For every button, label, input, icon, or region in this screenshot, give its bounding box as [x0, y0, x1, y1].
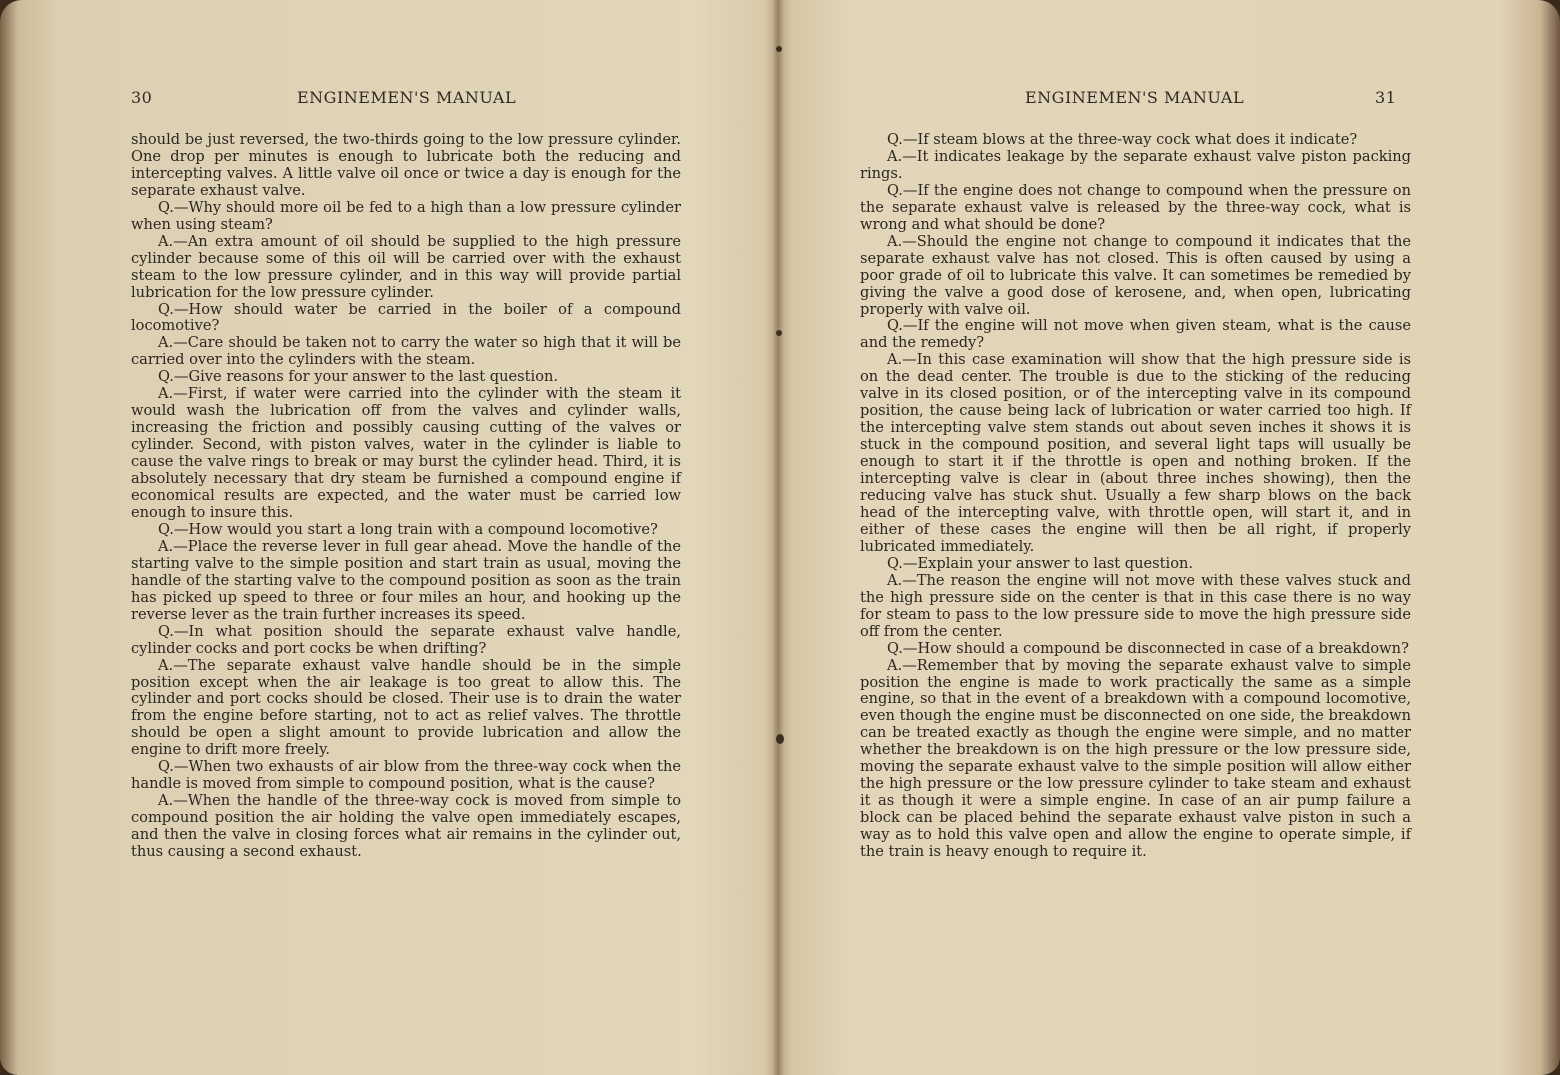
binding-stitch	[776, 330, 782, 336]
paragraph: A.—It indicates leakage by the separate exhaust valve piston packing rings.	[860, 147, 1411, 182]
paragraph: Q.—In what position should the separate exhaust valve handle, cylinder cocks and port cocks be when drifting?	[131, 622, 681, 657]
paragraph: A.—Place the reverse lever in full gear ahead. Move the handle of the starting valve to the simple position and start train as usual, moving the handle of the starting valve to the compound position as soon as the train has picked up speed to three or four miles an hour, and hooking up the reverse lever as the train further increases its speed.	[131, 537, 681, 623]
paragraph: A.—The reason the engine will not move with these valves stuck and the high pressure side on the center is that in this case there is no way for steam to pass to the low pressure side to move the high pressure side off from the center.	[860, 571, 1411, 640]
right-page	[785, 0, 1560, 1075]
paragraph: A.—In this case examination will show that the high pressure side is on the dead center. The trouble is due to the sticking of the reducing valve in its closed position, or of the intercepting valve in its compound position, the cause being lack of lubrication or water carried too high. If the intercepting valve stem stands out about seven inches it shows it is stuck in the compound position, and several light taps will usually be enough to start it if the throttle is open and nothing broken. If the intercepting valve is clear in (about three inches showing), then the reducing valve has stuck shut. Usually a few sharp blows on the back head of the intercepting valve, with throttle open, will start it, and in either of these cases the engine will then be all right, if properly lubricated immediately.	[860, 351, 1411, 555]
left-page	[0, 0, 775, 1075]
paragraph: A.—When the handle of the three-way cock is moved from simple to compound position the air holding the valve open immediately escapes, and then the valve in closing forces what air remains in the cylinder out, thus causing a second exhaust.	[131, 792, 681, 861]
paragraph: A.—An extra amount of oil should be supplied to the high pressure cylinder because some of this oil will be carried over with the exhaust steam to the low pressure cylinder, and in this way will provide partial lubrication for the low pressure cylinder.	[131, 232, 681, 301]
paragraph: A.—First, if water were carried into the cylinder with the steam it would wash the lubrication off from the valves and cylinder walls, increasing the friction and possibly causing cutting of the valves or cylinder. Second, with piston valves, water in the cylinder is liable to cause the valve rings to break or may burst the cylinder head. Third, it is absolutely necessary that dry steam be furnished a compound engine if economical results are expected, and the water must be carried low enough to insure this.	[131, 385, 681, 521]
page-body	[860, 132, 1411, 861]
paragraph: Q.—If the engine will not move when given steam, what is the cause and the remedy?	[860, 317, 1411, 352]
paragraph: Q.—If the engine does not change to compound when the pressure on the separate exhaust valve is released by the three-way cock, what is wrong and what should be done?	[860, 181, 1411, 233]
page-number: 31	[1375, 88, 1397, 107]
binding-stitch	[776, 734, 784, 744]
paragraph: Q.—If steam blows at the three-way cock what does it indicate?	[887, 131, 1358, 148]
paragraph: Q.—Why should more oil be fed to a high than a low pressure cylinder when using steam?	[131, 198, 681, 233]
page-number: 30	[131, 88, 153, 107]
paragraph: A.—Should the engine not change to compound it indicates that the separate exhaust valve has not closed. This is often caused by using a poor grade of oil to lubricate this valve. It can sometimes be remedied by giving the valve a good dose of kerosene, and, when open, lubricating properly with valve oil.	[860, 232, 1411, 318]
paragraph: Q.—Give reasons for your answer to the last question.	[158, 368, 559, 386]
paragraph: A.—The separate exhaust valve handle should be in the simple position except when the air leakage is too great to allow this. The cylinder and port cocks should be closed. Their use is to drain the water from the engine before starting, not to act as relief valves. The throttle should be open a slight amount to provide lubrication and allow the engine to drift more freely.	[131, 656, 681, 759]
paragraph: Q.—How should a compound be disconnected in case of a breakdown?	[887, 639, 1409, 657]
paragraph: Q.—When two exhausts of air blow from the three-way cock when the handle is moved from simple to compound position, what is the cause?	[131, 758, 681, 793]
paragraph: Q.—Explain your answer to last question.	[887, 554, 1194, 572]
paragraph: should be just reversed, the two-thirds going to the low pressure cylinder. One drop per minutes is enough to lubricate both the reducing and intercepting valves. A little valve oil once or twice a day is enough for the separate exhaust valve.	[131, 131, 681, 199]
running-head: ENGINEMEN'S MANUAL	[297, 88, 517, 107]
paragraph: A.—Remember that by moving the separate exhaust valve to simple position the engine is made to work practically the same as a simple engine, so that in the event of a breakdown with a compound locomotive, even though the engine must be disconnected on one side, the breakdown can be treated exactly as though the engine were simple, and no matter whether the breakdown is on the high pressure or the low pressure side, moving the separate exhaust valve to the simple position will allow either the high pressure or the low pressure cylinder to take steam and exhaust it as though it were a simple engine. In case of an air pump failure a block can be placed behind the separate exhaust valve piston in such a way as to hold this valve open and allow the engine to operate simple, if the train is heavy enough to require it.	[860, 656, 1411, 861]
running-head: ENGINEMEN'S MANUAL	[1025, 88, 1245, 107]
page-body	[131, 132, 681, 861]
paragraph: Q.—How would you start a long train with a compound locomotive?	[158, 520, 658, 538]
binding-stitch	[776, 46, 782, 52]
paragraph: A.—Care should be taken not to carry the water so high that it will be carried over into the cylinders with the steam.	[131, 334, 681, 369]
paragraph: Q.—How should water be carried in the boiler of a compound locomotive?	[131, 300, 681, 335]
